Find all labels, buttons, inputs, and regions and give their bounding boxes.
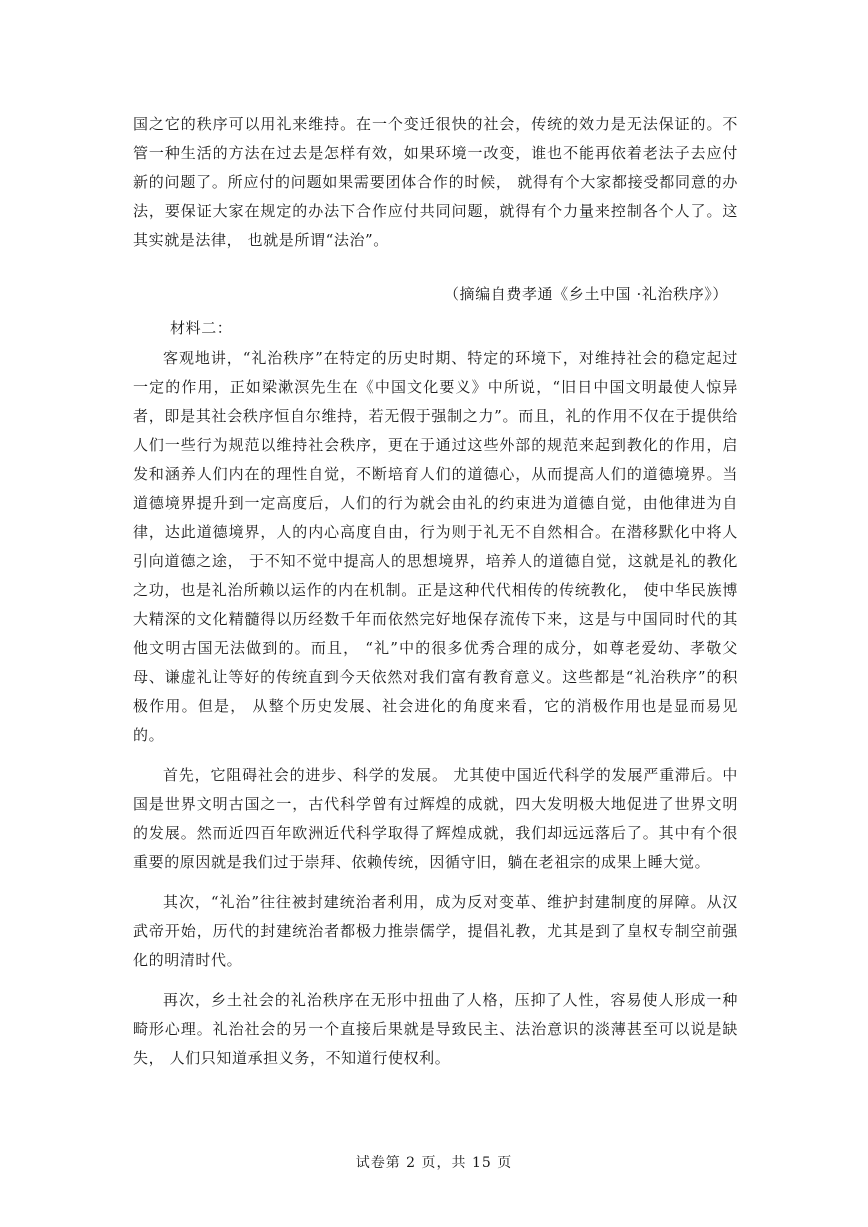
material-two-paragraph-1: 客观地讲，“礼治秩序”在特定的历史时期、特定的环境下，对维持社会的稳定起过一定的作用，正如梁漱溟先生在《中国文化要义》中所说，“旧日中国文明最使人惊异者，即是其社会秩序恒自尔维持，若无假于强制之力”。而且，礼的作用不仅在于提供给人们一些行为规范以维持社会秩序，更在于通过这些外部的规范来起到教化的作用，启发和涵养人们内在的理性自觉，不断培育人们的道德心，从而提高人们的道德境界。当道德境界提升到一定高度后，人们的行为就会由礼的约束进为道德自觉，由他律进为自律，达此道德境界，人的内心高度自由，行为则于礼无不自然相合。在潜移默化中将人引向道德之途， 于不知不觉中提高人的思想境界，培养人的道德自觉，这就是礼的教化之功，也是礼治所赖以运作的内在机制。正是这种代代相传的传统教化， 使中华民族博大精深的文化精髓得以历经数千年而依然完好地保存流传下来，这是与中国同时代的其他文明古国无法做到的。而且， “礼”中的很多优秀合理的成分，如尊老爱幼、孝敬父母、谦虚礼让等好的传统直到今天依然对我们富有教育意义。这些都是“礼治秩序”的积极作用。但是， 从整个历史发展、社会进化的角度来看，它的消极作用也是显而易见的。 xyxy=(133,349,738,744)
material-two-text xyxy=(133,344,738,1073)
page-footer: 试卷第 2 页，共 15 页 xyxy=(355,1155,513,1171)
material-two-paragraph-3: 其次，“礼治”往往被封建统治者利用，成为反对变革、维护封建制度的屏障。从汉武帝开始，历代的封建统治者都极力推崇儒学，提倡礼教，尤其是到了皇权专制空前强化的明清时代。 xyxy=(133,893,738,969)
material-one-paragraph: 国之它的秩序可以用礼来维持。在一个变迁很快的社会，传统的效力是无法保证的。不管一种生活的方法在过去是怎样有效，如果环境一改变，谁也不能再依着老法子去应付新的问题了。所应付的问题如果需要团体合作的时候， 就得有个大家都接受都同意的办法，要保证大家在规定的办法下合作应付共同问题，就得有个力量来控制各个人了。这其实就是法律， 也就是所谓“法治”。 xyxy=(133,115,738,249)
material-one-source: （摘编自费孝通《乡土中国 ·礼治秩序》） xyxy=(443,285,728,303)
material-two-paragraph-2: 首先，它阻碍社会的进步、科学的发展。 尤其使中国近代科学的发展严重滞后。中国是世界文明古国之一，古代科学曾有过辉煌的成就，四大发明极大地促进了世界文明的发展。然而近四百年欧洲近代科学取得了辉煌成就，我们却远远落后了。其中有个很重要的原因就是我们过于崇拜、依赖传统，因循守旧，躺在老祖宗的成果上睡大觉。 xyxy=(133,766,738,871)
material-one-text xyxy=(133,110,738,255)
material-two-paragraph-4: 再次，乡土社会的礼治秩序在无形中扭曲了人格，压抑了人性，容易使人形成一种畸形心理。礼治社会的另一个直接后果就是导致民主、法治意识的淡薄甚至可以说是缺失， 人们只知道承担义务，不知道行使权利。 xyxy=(133,991,738,1067)
material-two-title: 材料二： xyxy=(170,319,233,337)
